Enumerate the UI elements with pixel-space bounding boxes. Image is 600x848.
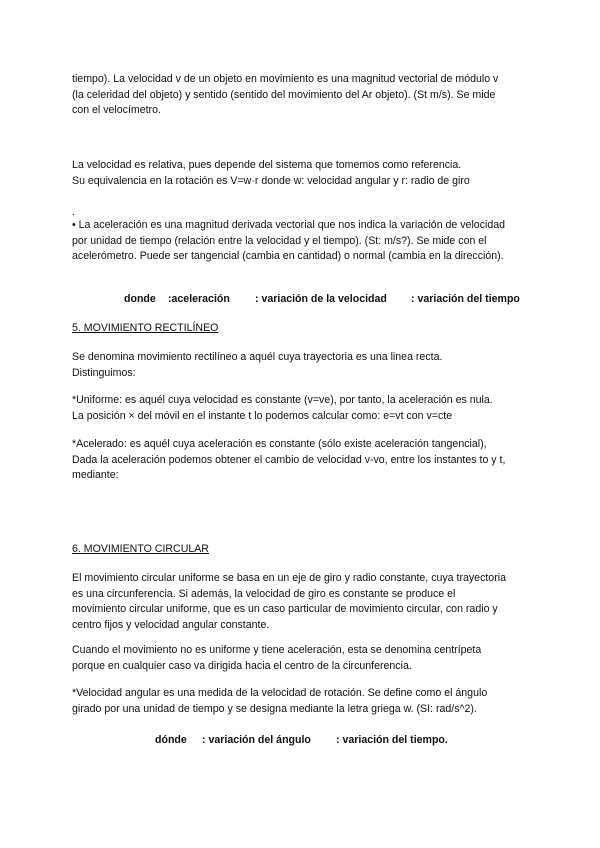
text-line: El movimiento circular uniforme se basa en un eje de giro y radio constante, cuya trayectoria bbox=[72, 572, 506, 584]
text-line: mediante: bbox=[72, 469, 119, 482]
centripeta-paragraph bbox=[72, 643, 542, 674]
text-line: acelerómetro. Puede ser tangencial (cambia en cantidad) o normal (cambia en la dirección). bbox=[72, 250, 504, 263]
text-line: *Velocidad angular es una medida de la velocidad de rotación. Se define como el ángulo bbox=[72, 687, 488, 699]
acelerado-paragraph bbox=[72, 437, 542, 484]
formula-tiempo-term: : variación del tiempo bbox=[411, 293, 520, 305]
text-line: La velocidad es relativa, pues depende del sistema que tomemos como referencia. bbox=[72, 159, 462, 171]
circular-uniforme-paragraph bbox=[72, 571, 542, 633]
text-line: Se denomina movimiento rectilíneo a aquél cuya trayectoria es una linea recta. bbox=[72, 351, 443, 363]
formula-2-angulo-term: : variación del ángulo bbox=[202, 734, 311, 746]
text-line: Dada la aceleración podemos obtener el cambio de velocidad v-vo, entre los instantes to y t, bbox=[72, 453, 506, 466]
text-line: *Acelerado: es aquél cuya aceleración es constante (sólo existe aceleración tangencial), bbox=[72, 438, 487, 450]
section-6-heading: 6. MOVIMIENTO CIRCULAR bbox=[72, 543, 209, 555]
uniforme-paragraph bbox=[72, 393, 542, 424]
text-line: centro fijos y velocidad angular constante. bbox=[72, 618, 270, 631]
formula-aceleracion-term: :aceleración bbox=[168, 293, 230, 305]
formula-velocidad-term: : variación de la velocidad bbox=[255, 293, 387, 305]
text-line: La posición × del móvil en el instante t lo podemos calcular como: e=vt con v=cte bbox=[72, 409, 453, 422]
formula-2-donde-label: dónde bbox=[155, 734, 187, 746]
relative-velocity-paragraph bbox=[72, 158, 542, 189]
text-line: Su equivalencia en la rotación es V=w·r donde w: velocidad angular y r: radio de giro bbox=[72, 174, 470, 187]
rectilineo-definition bbox=[72, 350, 542, 381]
text-line: movimiento circular uniforme, que es un caso particular de movimiento circular, con radio y bbox=[72, 603, 498, 616]
formula-donde-label: donde bbox=[124, 293, 156, 305]
velocidad-angular-paragraph bbox=[72, 686, 542, 717]
formula-2-tiempo-term: : variación del tiempo. bbox=[336, 734, 448, 746]
section-5-heading: 5. MOVIMIENTO RECTILÍNEO bbox=[72, 322, 219, 334]
intro-paragraph bbox=[72, 72, 542, 119]
text-line: con el velocímetro. bbox=[72, 104, 161, 117]
text-line: (la celeridad del objeto) y sentido (sentido del movimiento del Ar objeto). (St m/s). Se mide bbox=[72, 88, 496, 101]
text-line: girado por una unidad de tiempo y se designa mediante la letra griega w. (SI: rad/s^2). bbox=[72, 702, 477, 715]
acceleration-paragraph bbox=[72, 218, 542, 265]
text-line: Distinguimos: bbox=[72, 366, 136, 379]
text-line: • La aceleración es una magnitud derivada vectorial que nos indica la variación de velocidad bbox=[72, 219, 506, 231]
text-line: tiempo). La velocidad v de un objeto en movimiento es una magnitud vectorial de módulo v bbox=[72, 73, 499, 85]
text-line: porque en cualquier caso va dirigida hacia el centro de la circunferencia. bbox=[72, 659, 412, 672]
text-line: *Uniforme: es aquél cuya velocidad es constante (v=ve), por tanto, la aceleración es nula. bbox=[72, 394, 493, 406]
text-line: Cuando el movimiento no es uniforme y tiene aceleración, esta se denomina centrípeta bbox=[72, 644, 482, 656]
text-line: . bbox=[72, 206, 75, 218]
text-line: es una circunferencia. Si además, la velocidad de giro es constante se produce el bbox=[72, 587, 456, 600]
text-line: por unidad de tiempo (relación entre la velocidad y el tiempo). (St: m/s?). Se mide con el bbox=[72, 234, 487, 247]
